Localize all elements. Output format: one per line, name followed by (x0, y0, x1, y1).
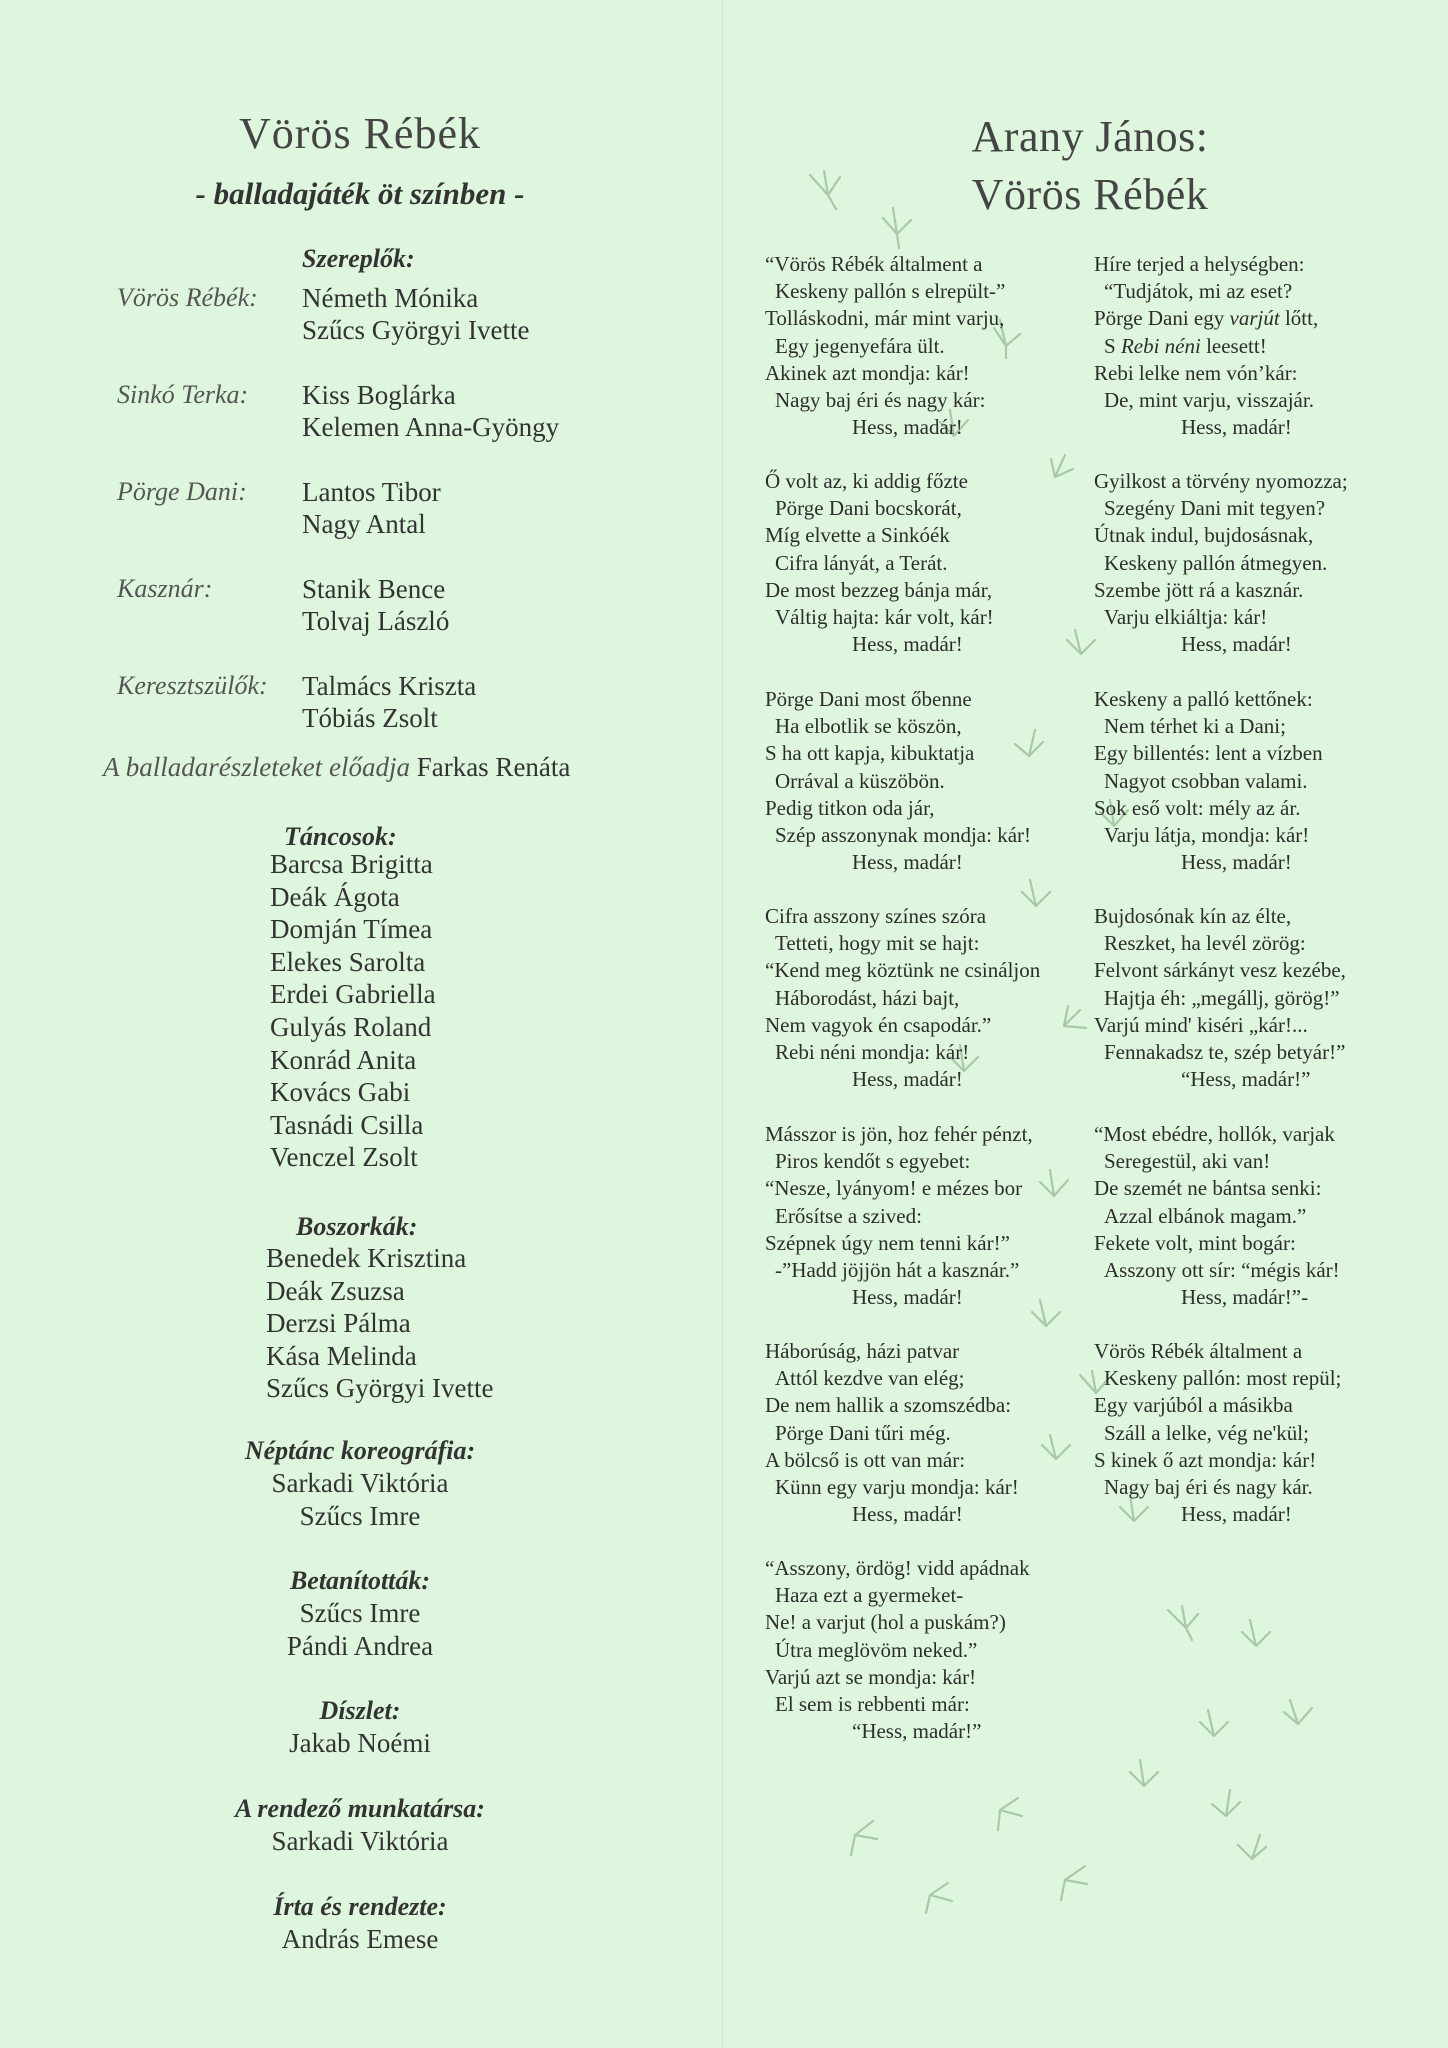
narrator-label: A balladarészleteket előadja (103, 752, 410, 782)
actor-name: Lantos Tibor (302, 477, 441, 507)
verse-line: De, mint varju, visszajár. (1104, 387, 1314, 412)
list-item: Deák Ágota (270, 881, 400, 912)
poem-title (880, 108, 1300, 224)
list-item: Benedek Krisztina (266, 1243, 467, 1273)
verse-line: S ha ott kapja, kibuktatja (765, 741, 975, 766)
credit-name: Jakab Noémi (289, 1728, 431, 1758)
credit-name: András Emese (281, 1924, 439, 1954)
credit-set (100, 1694, 620, 1760)
verse-line: Cifra lányát, a Terát. (775, 550, 948, 575)
cast-heading: Szereplők: (302, 244, 415, 273)
role-name: Sinkó Terka: (117, 380, 249, 409)
actor-name: Szűcs Györgyi Ivette (302, 315, 530, 345)
verse-line: Tolláskodni, már mint varju, (765, 306, 1005, 331)
verse-refrain: Hess, madár! (1181, 632, 1292, 657)
witches-heading: Boszorkák: (296, 1212, 418, 1241)
credit-heading: Betanították: (289, 1566, 431, 1595)
list-item: Venczel Zsolt (270, 1142, 418, 1173)
verse-line: Keskeny pallón: most repül; (1104, 1366, 1342, 1391)
list-item: Szűcs Györgyi Ivette (266, 1373, 494, 1404)
verse-line: Ne! a varjut (hol a puskám?) (765, 1610, 1006, 1635)
verse-line: Szépnek úgy nem tenni kár!” (765, 1230, 1010, 1255)
verse-line: Künn egy varju mondja: kár! (775, 1474, 1019, 1499)
verse-line: Varju látja, mondja: kár! (1104, 822, 1310, 847)
verse-line: Fennakadsz te, szép betyár!” (1104, 1039, 1346, 1064)
verse-line: Másszor is jön, hoz fehér pénzt, (765, 1122, 1033, 1146)
actor-name: Kiss Boglárka (302, 380, 456, 410)
verse-line: Felvont sárkányt vesz kezébe, (1094, 958, 1346, 983)
verse-line: Nem térhet ki a Dani; (1104, 714, 1286, 739)
list-item: Domján Tímea (270, 914, 433, 945)
verse-line: Keskeny pallón átmegyen. (1104, 550, 1328, 575)
verse-line: Rebi néni mondja: kár! (775, 1039, 970, 1064)
list-item: Gulyás Roland (270, 1011, 432, 1042)
verse-line: Akinek azt mondja: kár! (765, 360, 970, 385)
verse-refrain: Hess, madár! (852, 1067, 963, 1092)
verse-line: Tetteti, hogy mit se hajt: (775, 931, 980, 956)
verse-line: Erősítse a szived: (775, 1203, 922, 1228)
verse-line: Száll a lelke, vég ne'kül; (1104, 1420, 1309, 1445)
verse-line: Váltig hajta: kár volt, kár! (775, 604, 994, 629)
verse-line: Cifra asszony színes szóra (765, 904, 987, 928)
verse-line: El sem is rebbenti már: (775, 1691, 970, 1716)
credit-writer-director (100, 1890, 620, 1956)
verse-line: Varju elkiáltja: kár! (1104, 604, 1268, 629)
verse-line: Szembe jött rá a kasznár. (1094, 577, 1304, 602)
verse-refrain: Hess, madár! (1181, 415, 1292, 440)
play-subtitle: - balladajáték öt színben - (195, 176, 525, 211)
poem-stanza (765, 251, 1005, 441)
verse-refrain: Hess, madár! (852, 850, 963, 875)
list-item: Kása Melinda (266, 1340, 417, 1371)
poem-stanza (765, 1338, 1019, 1528)
role-name: Keresztszülők: (117, 671, 268, 700)
verse-line: Pörge Dani most őbenne (765, 687, 972, 711)
verse-line: Ha elbotlik se köszön, (775, 714, 962, 739)
narrator-name: Farkas Renáta (416, 752, 571, 782)
verse-line: -”Hadd jöjjön hát a kasznár.” (775, 1257, 1020, 1282)
verse-refrain: Hess, madár! (852, 1285, 963, 1310)
verse-line: Pörge Dani tűri még. (775, 1420, 951, 1445)
credit-name: Pándi Andrea (286, 1631, 434, 1661)
verse-line: De most bezzeg bánja már, (765, 577, 993, 602)
play-title: Vörös Rébék (239, 109, 481, 158)
credit-choreography (100, 1434, 620, 1533)
list-item: Deák Zsuzsa (266, 1275, 405, 1306)
verse-line: Hajtja éh: „megállj, görög!” (1104, 985, 1340, 1010)
credit-rehearsal (100, 1564, 620, 1663)
verse-line: S kinek ő azt mondja: kár! (1094, 1447, 1317, 1472)
poem-name: Vörös Rébék (971, 170, 1209, 219)
poem-stanza (765, 468, 994, 658)
verse-line: Egy varjúból a másikba (1094, 1393, 1293, 1418)
verse-line: Nem vagyok én csapodár.” (765, 1012, 992, 1037)
verse-line: Pörge Dani bocskorát, (775, 496, 962, 521)
actor-name: Nagy Antal (302, 509, 426, 539)
witches-list (266, 1242, 493, 1405)
credit-heading: A rendező munkatársa: (235, 1794, 485, 1823)
list-item: Derzsi Pálma (266, 1308, 411, 1339)
credit-name: Szűcs Imre (299, 1501, 421, 1531)
verse-line: Seregestül, aki van! (1104, 1149, 1271, 1174)
verse-line: Sok eső volt: mély az ár. (1094, 795, 1301, 820)
verse-refrain: Hess, madár!”- (1181, 1285, 1309, 1310)
verse-line: Piros kendőt s egyebet: (775, 1149, 971, 1174)
credit-heading: Díszlet: (319, 1696, 401, 1725)
poem-stanza (765, 1555, 1030, 1745)
verse-line: Asszony ott sír: “mégis kár! (1104, 1257, 1340, 1282)
verse-refrain: “Hess, madár!” (1181, 1067, 1311, 1092)
actor-name: Németh Mónika (302, 283, 479, 313)
actor-name: Tolvaj László (302, 606, 450, 636)
poem-stanza (765, 903, 1040, 1093)
dancers-heading: Táncosok: (284, 822, 397, 851)
verse-line: Szegény Dani mit tegyen? (1104, 496, 1326, 521)
poem-author: Arany János: (971, 112, 1209, 161)
verse-line: Szép asszonynak mondja: kár! (775, 822, 1032, 847)
verse-line: Fekete volt, mint bogár: (1094, 1230, 1296, 1255)
role-name: Kasznár: (117, 574, 213, 603)
verse-line: Nagy baj éri és nagy kár. (1104, 1474, 1313, 1499)
poem-stanza (1094, 1121, 1340, 1311)
verse-line: Egy billentés: lent a vízben (1094, 741, 1323, 766)
verse-line: “Most ebédre, hollók, varjak (1094, 1122, 1335, 1146)
verse-line: Pörge Dani egy varjút lőtt, (1094, 306, 1319, 331)
poem-stanza (1094, 251, 1318, 441)
verse-line: Keskeny pallón s elrepült-” (775, 279, 1006, 304)
credit-heading: Írta és rendezte: (273, 1892, 447, 1921)
credit-name: Sarkadi Viktória (271, 1468, 449, 1498)
narrator-line (103, 752, 570, 783)
actor-name: Tóbiás Zsolt (302, 703, 438, 733)
verse-line: Azzal elbánok magam.” (1104, 1203, 1307, 1228)
verse-line: Útnak indul, bujdosásnak, (1094, 523, 1314, 548)
verse-line: Gyilkost a törvény nyomozza; (1094, 469, 1348, 493)
poem-stanza (1094, 468, 1348, 658)
verse-line: Bujdosónak kín az élte, (1094, 904, 1292, 928)
verse-line: Útra meglövöm neked.” (775, 1637, 978, 1662)
credit-heading: Néptánc koreográfia: (244, 1436, 476, 1465)
credit-name: Sarkadi Viktória (271, 1826, 449, 1856)
verse-line: Nagy baj éri és nagy kár: (775, 387, 986, 412)
verse-line: Vörös Rébék általment a (1094, 1339, 1303, 1363)
verse-line: “Nesze, lyányom! e mézes bor (765, 1176, 1023, 1201)
poem-stanza (765, 686, 1031, 876)
verse-line: Varjú mind' kiséri „kár!... (1094, 1012, 1308, 1037)
verse-line: “Kend meg köztünk ne csináljon (765, 958, 1041, 983)
dancers-list (270, 848, 436, 1174)
list-item: Kovács Gabi (270, 1077, 411, 1108)
verse-line: S Rebi néni leesett! (1104, 333, 1267, 358)
list-item: Barcsa Brigitta (270, 849, 433, 879)
verse-line: A bölcső is ott van már: (765, 1447, 966, 1472)
credit-assistant-director (100, 1792, 620, 1858)
poem-stanza (1094, 1338, 1341, 1528)
verse-line: Egy jegenyefára ült. (775, 333, 945, 358)
verse-line: Orrával a küszöbön. (775, 768, 945, 793)
verse-line: Híre terjed a helységben: (1094, 252, 1305, 276)
verse-line: “Asszony, ördög! vidd apádnak (765, 1556, 1030, 1580)
verse-line: Pedig titkon oda jár, (765, 795, 935, 820)
actor-name: Kelemen Anna-Gyöngy (302, 412, 560, 442)
credit-name: Szűcs Imre (299, 1598, 421, 1628)
verse-line: De szemét ne bántsa senki: (1094, 1176, 1322, 1201)
verse-line: De nem hallik a szomszédba: (765, 1393, 1012, 1418)
verse-refrain: Hess, madár! (1181, 850, 1292, 875)
verse-line: Varjú azt se mondja: kár! (765, 1664, 977, 1689)
verse-line: Haza ezt a gyermeket- (775, 1583, 964, 1608)
verse-line: Reszket, ha levél zörög: (1104, 931, 1306, 956)
actor-name: Stanik Bence (302, 574, 446, 604)
poem-stanza (765, 1121, 1033, 1311)
list-item: Erdei Gabriella (270, 979, 436, 1010)
role-name: Pörge Dani: (117, 477, 247, 506)
verse-line: Ő volt az, ki addig főzte (765, 469, 968, 493)
verse-refrain: Hess, madár! (1181, 1502, 1292, 1527)
verse-refrain: Hess, madár! (852, 415, 963, 440)
verse-refrain: “Hess, madár!” (852, 1719, 982, 1744)
verse-line: “Tudjátok, mi az eset? (1104, 279, 1293, 304)
verse-line: “Vörös Rébék általment a (765, 252, 983, 276)
verse-line: Attól kezdve van elég; (775, 1366, 965, 1391)
verse-line: Míg elvette a Sinkóék (765, 523, 950, 548)
poem-stanza (1094, 903, 1346, 1093)
role-name: Vörös Rébék: (117, 283, 258, 312)
verse-line: Keskeny a palló kettőnek: (1094, 687, 1313, 711)
verse-refrain: Hess, madár! (852, 632, 963, 657)
verse-refrain: Hess, madár! (852, 1502, 963, 1527)
actor-name: Talmács Kriszta (302, 671, 477, 701)
poem-stanza (1094, 686, 1323, 876)
verse-line: Háborodást, házi bajt, (775, 985, 960, 1010)
verse-line: Háborúság, házi patvar (765, 1339, 960, 1363)
verse-line: Nagyot csobban valami. (1104, 768, 1308, 793)
list-item: Elekes Sarolta (270, 946, 426, 977)
list-item: Konrád Anita (270, 1044, 417, 1075)
fold-line (722, 0, 723, 2048)
list-item: Tasnádi Csilla (270, 1109, 424, 1140)
verse-line: Rebi lelke nem vón’kár: (1094, 360, 1298, 385)
